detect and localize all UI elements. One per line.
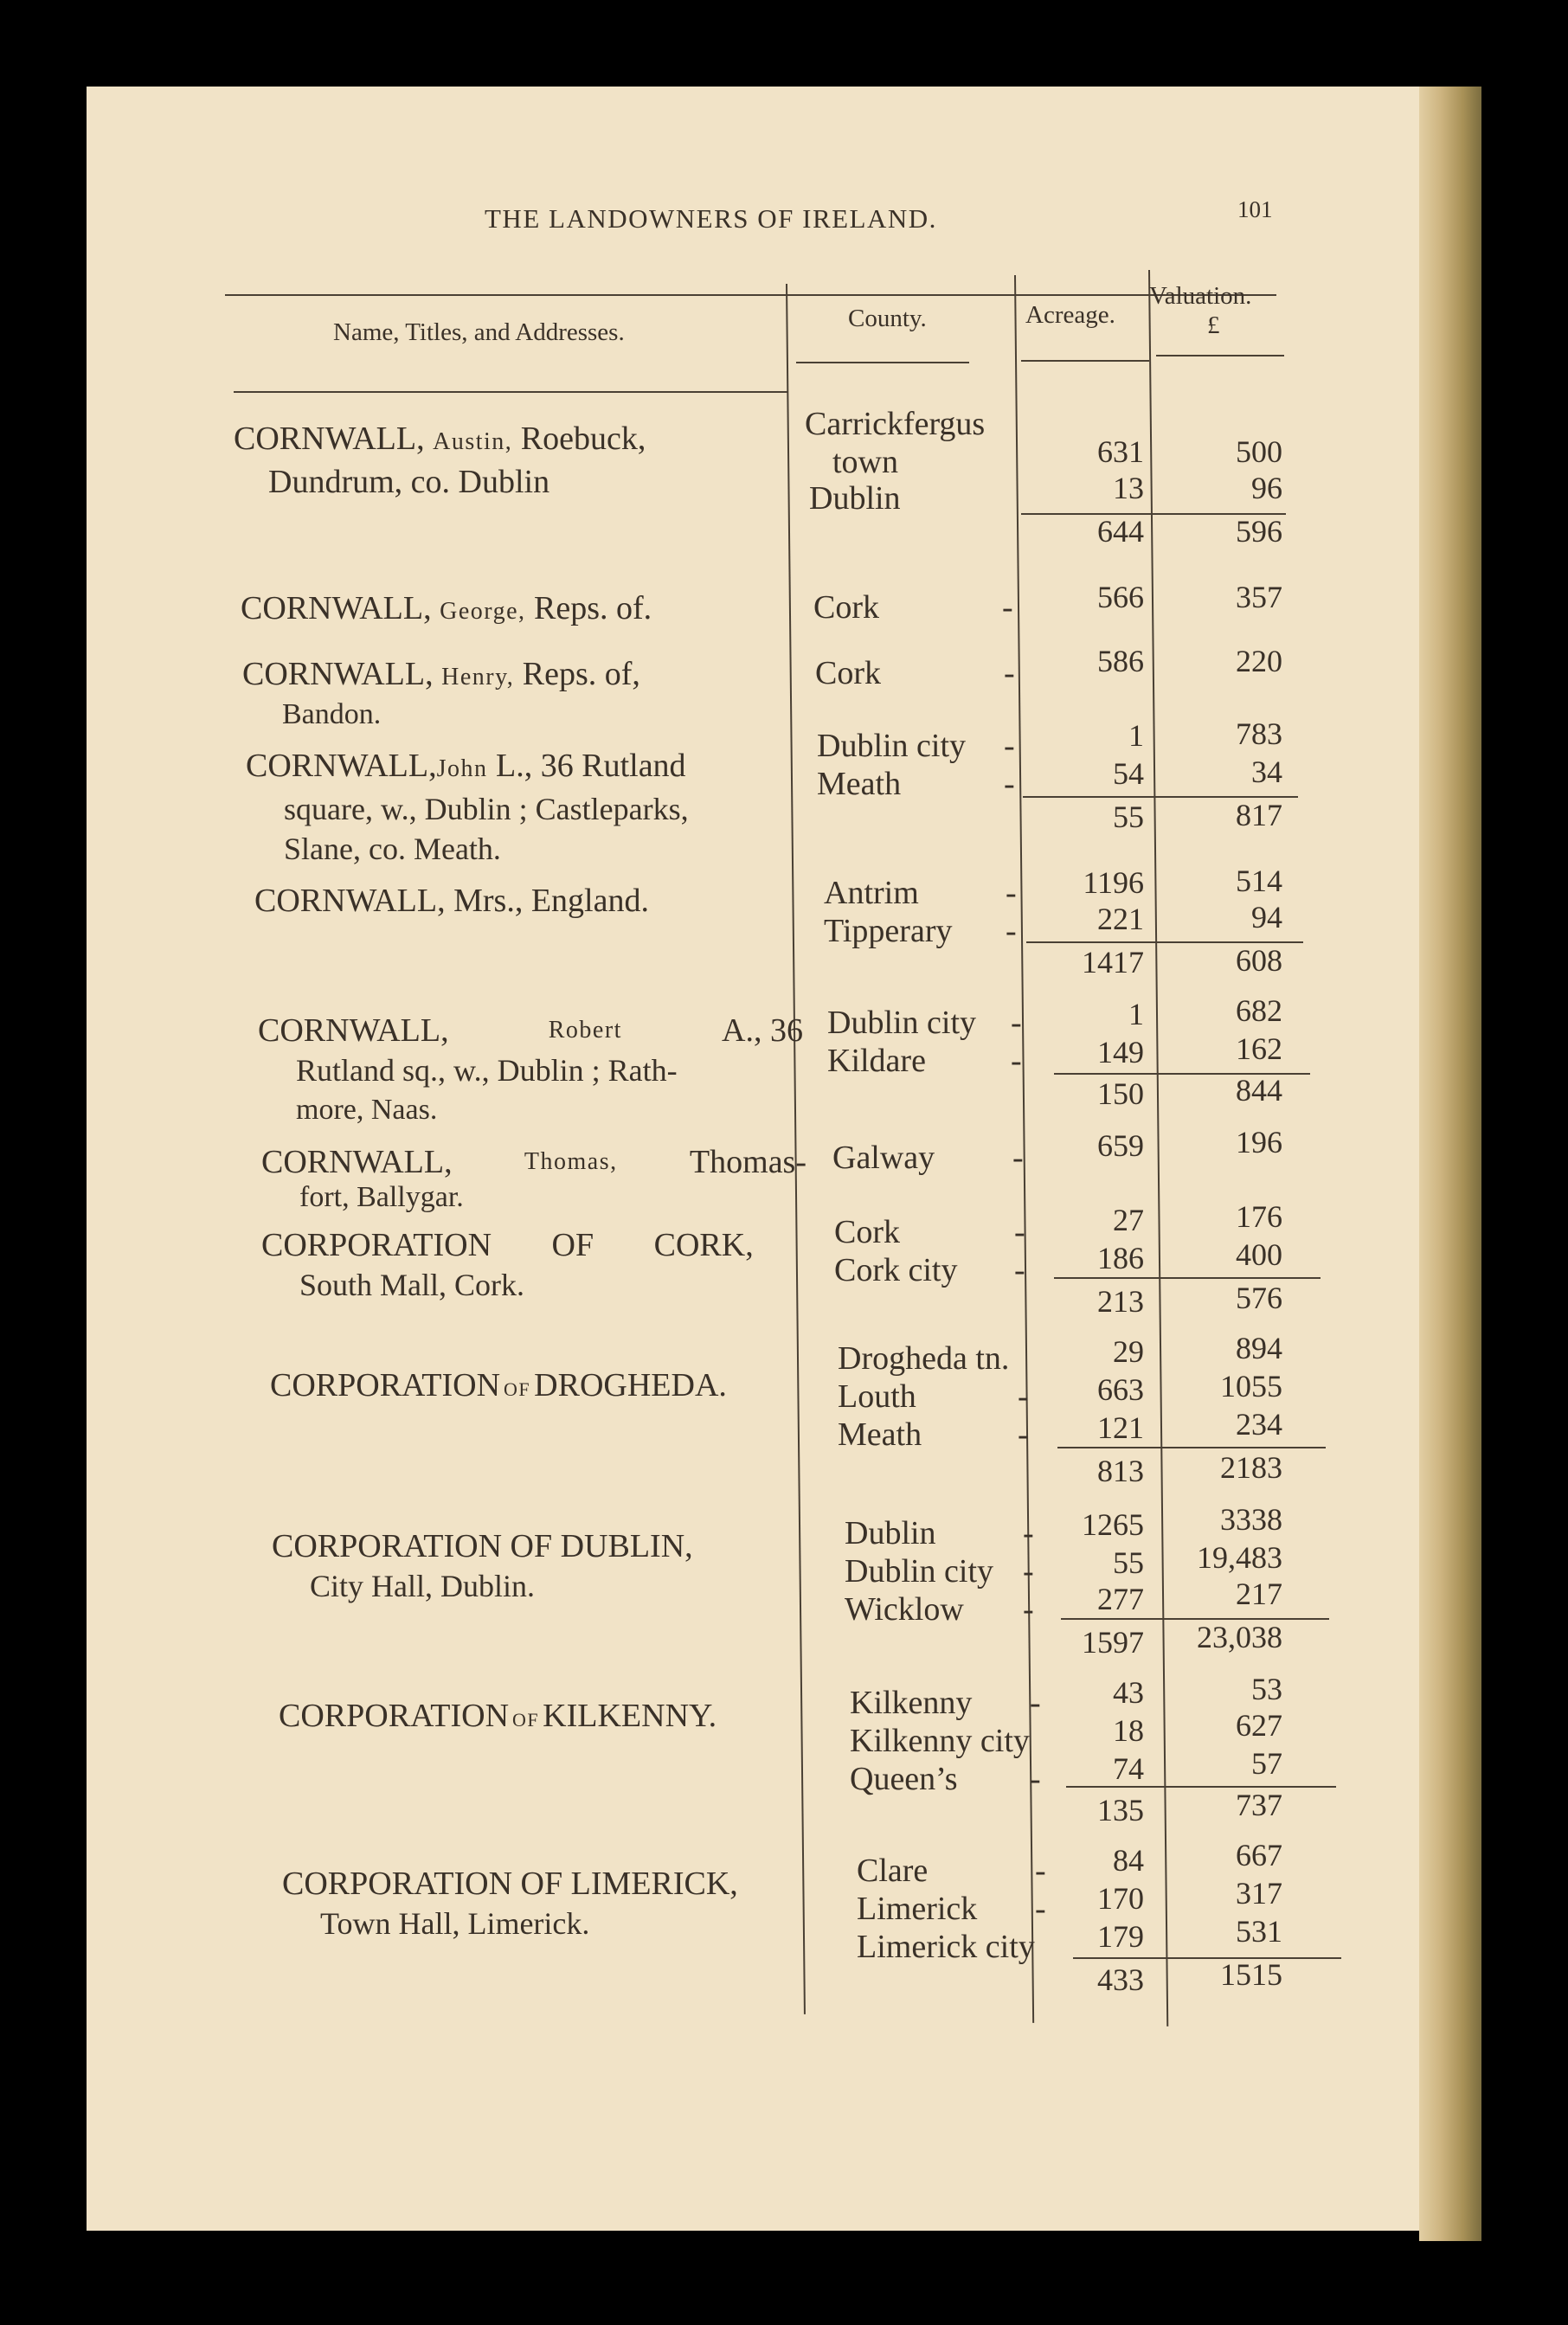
valuation-cell: 94 — [1251, 900, 1282, 934]
acreage-cell: 18 — [1113, 1713, 1144, 1748]
landowner-address-line: Slane, co. Meath. — [284, 832, 501, 866]
dash: - — [1011, 1005, 1022, 1041]
running-head: THE LANDOWNERS OF IRELAND. — [485, 203, 937, 234]
dash: - — [1023, 1591, 1034, 1628]
landowner-entry — [258, 1011, 803, 1130]
landowner-address-line: fort, Ballygar. — [299, 1181, 464, 1213]
entry-line-1 — [258, 1011, 803, 1050]
county-cell: Dublin city — [845, 1553, 994, 1590]
landowner-entry — [261, 1142, 806, 1213]
valuation-cell: 19,483 — [1197, 1540, 1282, 1575]
valuation-total: 737 — [1236, 1788, 1282, 1822]
valuation-total: 1515 — [1220, 1957, 1282, 1992]
county-cell: Louth — [838, 1378, 916, 1415]
landowner-surname: CORNWALL, — [254, 883, 446, 919]
county-cell: Cork — [815, 655, 881, 691]
county-cell: Clare — [857, 1853, 929, 1889]
acreage-total: 433 — [1097, 1962, 1144, 1997]
county-cell: Cork city — [834, 1252, 958, 1288]
county-cell: Queen’s — [850, 1761, 958, 1797]
acreage-cell: 566 — [1097, 580, 1144, 614]
landowner-name-part: CORPORATION — [279, 1698, 510, 1734]
landowner-name-part: CORPORATION — [270, 1367, 501, 1403]
dash: - — [1030, 1761, 1041, 1797]
acreage-total: 644 — [1097, 514, 1144, 549]
valuation-total: 2183 — [1220, 1450, 1282, 1485]
name-header: Name, Titles, and Addresses. — [333, 318, 625, 346]
landowner-address-line: South Mall, Cork. — [299, 1268, 525, 1302]
landowner-address-line: Rutland sq., w., Dublin ; Rath- — [296, 1053, 678, 1088]
acreage-cell: 659 — [1097, 1128, 1144, 1163]
landowner-forename: Robert — [548, 1017, 622, 1044]
acreage-cell: 586 — [1097, 644, 1144, 678]
county-cell: Cork — [834, 1214, 900, 1250]
county-cell: Dublin city — [817, 728, 967, 764]
landowner-entry — [254, 881, 808, 921]
acreage-cell: 631 — [1097, 434, 1144, 469]
landowner-name-part: KILKENNY. — [543, 1698, 717, 1734]
county-cell: Dublin city — [827, 1005, 977, 1041]
valuation-cell: 34 — [1251, 755, 1282, 789]
county-cell: Kilkenny — [850, 1685, 973, 1721]
entry-line-1 — [254, 881, 808, 921]
landowner-address-line: Dundrum, co. Dublin — [268, 464, 550, 500]
landowner-surname: CORNWALL, — [258, 1012, 449, 1049]
valuation-total: 817 — [1236, 798, 1282, 832]
acreage-total: 150 — [1097, 1076, 1144, 1111]
acreage-cell: 186 — [1097, 1241, 1144, 1275]
acreage-total: 1597 — [1082, 1625, 1144, 1660]
valuation-cell: 1055 — [1220, 1369, 1282, 1403]
county-cell: Dublin — [809, 480, 901, 517]
entry-line-1 — [241, 588, 794, 632]
county-cell: town — [832, 444, 898, 480]
landowner-entry — [242, 654, 796, 732]
header-top-rule — [225, 294, 1276, 296]
landowner-address: Reps. of. — [525, 590, 652, 626]
landowner-address: Reps. of, — [514, 656, 640, 692]
county-cell: Cork — [813, 589, 879, 626]
valuation-col-underline — [1156, 355, 1284, 356]
entry-line-1 — [282, 1864, 836, 1904]
valuation-cell: 317 — [1236, 1876, 1282, 1911]
landowner-surname: CORNWALL, — [234, 421, 425, 457]
landowner-entry — [282, 1864, 836, 1943]
acreage-cell: 13 — [1113, 471, 1144, 505]
valuation-cell: 682 — [1236, 993, 1282, 1028]
landowner-address: Thomas- — [689, 1144, 806, 1180]
entry-line-1 — [279, 1696, 832, 1740]
acreage-cell: 1265 — [1082, 1507, 1144, 1542]
valuation-cell: 783 — [1236, 716, 1282, 751]
page-number: 101 — [1237, 196, 1273, 222]
valuation-cell: 162 — [1236, 1031, 1282, 1066]
valuation-cell: 196 — [1236, 1125, 1282, 1159]
landowner-surname: CORNWALL, — [242, 656, 434, 692]
valuation-total: 844 — [1236, 1073, 1282, 1108]
county-cell: Wicklow — [845, 1591, 964, 1628]
landowner-forename: Henry, — [441, 664, 515, 690]
landowner-name-of: OF — [504, 1378, 531, 1400]
landowner-forename: Austin, — [433, 428, 513, 455]
landowner-surname: CORNWALL, — [261, 1144, 453, 1180]
valuation-header: Valuation. — [1149, 282, 1252, 310]
acreage-cell: 170 — [1097, 1881, 1144, 1916]
acreage-cell: 1 — [1128, 997, 1144, 1031]
landowner-surname: CORNWALL, — [246, 748, 437, 784]
entry-line-1 — [261, 1142, 806, 1182]
page-edge — [1419, 87, 1481, 2241]
valuation-cell: 531 — [1236, 1914, 1282, 1949]
acreage-cell: 663 — [1097, 1372, 1144, 1407]
dash: - — [1030, 1685, 1041, 1721]
county-cell: Kildare — [827, 1043, 926, 1079]
county-cell: Drogheda tn. — [838, 1340, 1010, 1377]
dash: - — [1006, 913, 1017, 949]
landowner-entry — [246, 746, 800, 869]
county-cell: Antrim — [824, 875, 919, 911]
county-cell: Meath — [838, 1416, 922, 1453]
acreage-header: Acreage. — [1025, 301, 1115, 329]
valuation-total: 596 — [1236, 514, 1282, 549]
acreage-total: 813 — [1097, 1454, 1144, 1488]
acreage-cell: 43 — [1113, 1675, 1144, 1710]
valuation-total: 23,038 — [1197, 1620, 1282, 1654]
dash: - — [1023, 1515, 1034, 1551]
landowner-name-of: OF — [512, 1709, 540, 1731]
acreage-cell: 121 — [1097, 1410, 1144, 1445]
valuation-cell: 500 — [1236, 434, 1282, 469]
county-header: County. — [848, 305, 927, 332]
acreage-total: 135 — [1097, 1793, 1144, 1827]
dash: - — [1035, 1853, 1046, 1889]
acreage-cell: 55 — [1113, 1545, 1144, 1580]
dash: - — [1023, 1553, 1034, 1590]
landowner-name: CORPORATION OF DUBLIN, — [272, 1528, 693, 1564]
valuation-total: 576 — [1236, 1281, 1282, 1315]
entry-line-1 — [272, 1526, 817, 1566]
acreage-col-underline — [1021, 360, 1149, 362]
dash: - — [1004, 655, 1015, 691]
dash: - — [1035, 1891, 1046, 1927]
dash: - — [1014, 1214, 1025, 1250]
valuation-cell: 57 — [1251, 1746, 1282, 1781]
dash: - — [1006, 875, 1017, 911]
county-cell: Limerick city — [857, 1929, 1035, 1965]
landowner-name-part: DROGHEDA. — [534, 1367, 727, 1403]
landowner-forename: Thomas, — [524, 1148, 618, 1175]
dash: - — [1004, 766, 1015, 802]
landowner-address: Roebuck, — [512, 421, 646, 457]
county-cell: Limerick — [857, 1891, 978, 1927]
dash: - — [1002, 589, 1013, 626]
dash: - — [1018, 1378, 1029, 1415]
landowner-address-line: City Hall, Dublin. — [310, 1569, 535, 1603]
acreage-total: 55 — [1113, 800, 1144, 834]
county-cell: Carrickfergus — [805, 406, 986, 442]
valuation-cell: 627 — [1236, 1708, 1282, 1743]
dash: - — [1018, 1416, 1029, 1453]
acreage-cell: 1196 — [1083, 865, 1144, 900]
dash: - — [1012, 1140, 1024, 1176]
landowner-address: L., 36 Rutland — [487, 748, 686, 784]
acreage-cell: 27 — [1113, 1203, 1144, 1237]
dash: - — [1011, 1043, 1022, 1079]
entry-line-1 — [234, 419, 787, 462]
dash: - — [1014, 1252, 1025, 1288]
valuation-cell: 176 — [1236, 1199, 1282, 1234]
landowner-address: A., 36 — [722, 1012, 803, 1049]
county-cell: Galway — [832, 1140, 935, 1176]
acreage-cell: 277 — [1097, 1582, 1144, 1616]
landowner-entry — [234, 419, 787, 502]
county-cell: Dublin — [845, 1515, 936, 1551]
acreage-cell: 84 — [1113, 1843, 1144, 1878]
entry-line-1 — [242, 654, 796, 697]
valuation-cell: 220 — [1236, 644, 1282, 678]
landowner-address-line: more, Naas. — [296, 1094, 438, 1126]
valuation-cell: 514 — [1236, 864, 1282, 898]
valuation-cell: 400 — [1236, 1237, 1282, 1272]
valuation-cell: 3338 — [1220, 1502, 1282, 1537]
valuation-cell: 894 — [1236, 1331, 1282, 1365]
acreage-cell: 221 — [1097, 902, 1144, 936]
landowner-address-line: Bandon. — [282, 698, 382, 730]
valuation-cell: 53 — [1251, 1672, 1282, 1706]
valuation-cell: 234 — [1236, 1407, 1282, 1442]
acreage-cell: 29 — [1113, 1334, 1144, 1369]
landowner-entry — [272, 1526, 817, 1606]
valuation-cell: 357 — [1236, 580, 1282, 614]
acreage-cell: 149 — [1097, 1035, 1144, 1069]
landowner-entry — [270, 1365, 824, 1410]
county-col-underline — [796, 362, 969, 363]
acreage-cell: 179 — [1097, 1919, 1144, 1954]
landowner-entry — [279, 1696, 832, 1740]
valuation-unit: £ — [1207, 311, 1220, 339]
valuation-cell: 217 — [1236, 1577, 1282, 1611]
acreage-cell: 1 — [1128, 718, 1144, 753]
entry-line-1 — [261, 1225, 806, 1265]
valuation-cell: 96 — [1251, 471, 1282, 505]
landowner-name: CORPORATION OF CORK, — [261, 1227, 754, 1263]
landowner-entry — [241, 588, 794, 632]
entry-line-1 — [270, 1365, 824, 1410]
acreage-cell: 74 — [1113, 1751, 1144, 1786]
landowner-address: Mrs., England. — [445, 883, 649, 919]
landowner-address-line: square, w., Dublin ; Castleparks, — [284, 792, 689, 826]
dash: - — [1004, 728, 1015, 764]
landowner-forename: John — [436, 755, 488, 782]
name-col-underline — [234, 391, 787, 393]
acreage-cell: 54 — [1113, 756, 1144, 791]
landowner-name: CORPORATION OF LIMERICK, — [282, 1866, 738, 1902]
county-cell: Meath — [817, 766, 902, 802]
entry-line-1 — [246, 746, 800, 789]
landowner-surname: CORNWALL, — [241, 590, 432, 626]
landowner-address-line: Town Hall, Limerick. — [320, 1906, 590, 1941]
county-cell: Tipperary — [824, 913, 953, 949]
landowner-entry — [261, 1225, 806, 1305]
acreage-total: 213 — [1097, 1284, 1144, 1319]
valuation-total: 608 — [1236, 943, 1282, 978]
valuation-cell: 667 — [1236, 1838, 1282, 1872]
acreage-total: 1417 — [1082, 945, 1144, 979]
landowner-forename: George, — [440, 598, 526, 625]
county-cell: Kilkenny city — [850, 1723, 1030, 1759]
